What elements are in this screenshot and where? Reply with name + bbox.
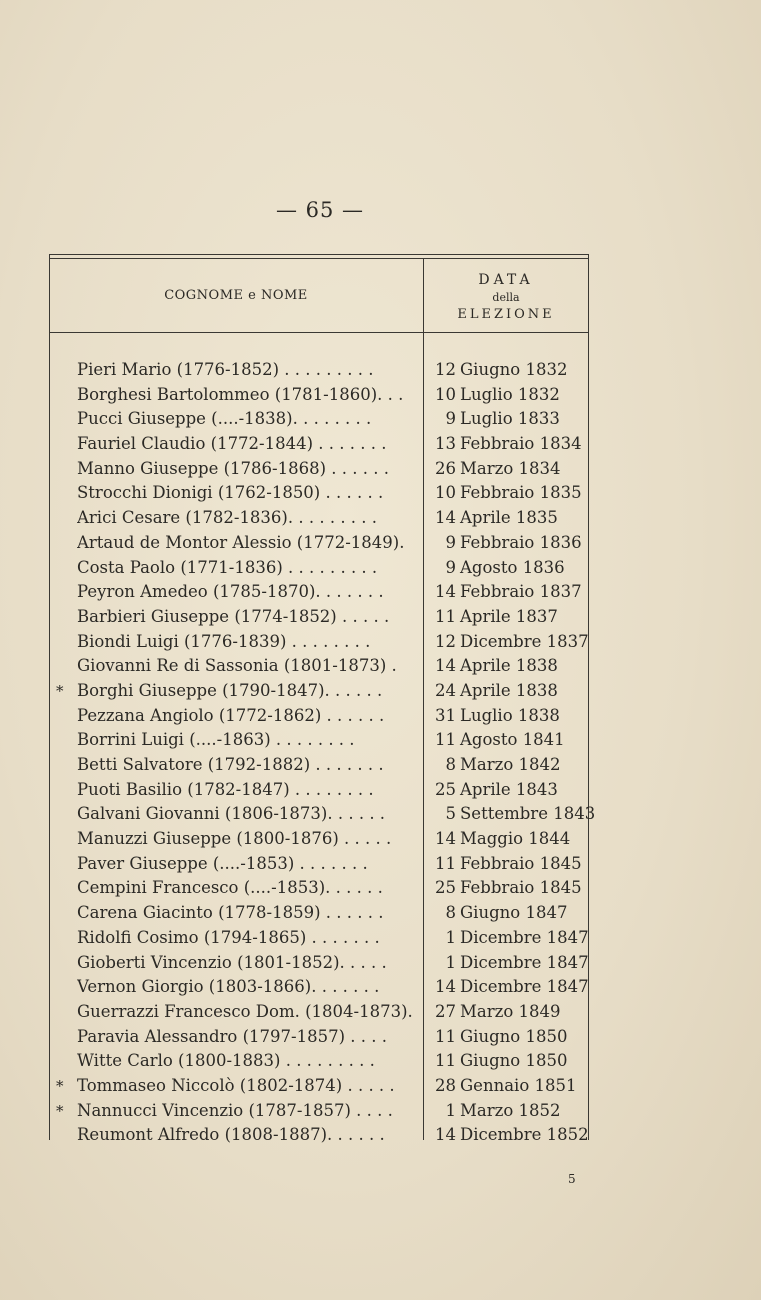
member-name: Pezzana Angiolo (1772-1862) . . . . . . bbox=[77, 705, 385, 725]
table-row bbox=[50, 605, 588, 630]
election-day: 14 bbox=[435, 582, 456, 602]
election-month-year: Febbraio 1845 bbox=[460, 853, 582, 873]
election-day: 1 bbox=[445, 952, 456, 972]
table-row bbox=[50, 951, 588, 976]
table-row bbox=[50, 876, 588, 901]
election-day: 28 bbox=[435, 1075, 456, 1095]
member-name: Pieri Mario (1776-1852) . . . . . . . . . bbox=[77, 360, 374, 379]
table-row bbox=[50, 778, 588, 803]
election-month-year: Dicembre 1847 bbox=[460, 952, 589, 972]
member-name: Tommaseo Niccolò (1802-1874) . . . . . bbox=[77, 1075, 395, 1095]
table-row bbox=[50, 457, 588, 482]
election-month-year: Dicembre 1847 bbox=[460, 977, 589, 997]
member-name: Puoti Basilio (1782-1847) . . . . . . . . bbox=[77, 779, 374, 799]
table-row bbox=[50, 728, 588, 753]
member-name: Ridolfi Cosimo (1794-1865) . . . . . . . bbox=[77, 927, 380, 947]
member-name: Gioberti Vincenzio (1801-1852). . . . . bbox=[77, 952, 387, 972]
election-day: 9 bbox=[445, 532, 456, 552]
election-month-year: Marzo 1852 bbox=[460, 1100, 561, 1120]
table-row bbox=[50, 407, 588, 432]
table-row bbox=[50, 383, 588, 408]
election-month-year: Giugno 1850 bbox=[460, 1026, 568, 1046]
member-name: Guerrazzi Francesco Dom. (1804-1873). bbox=[77, 1001, 413, 1021]
members-table bbox=[49, 254, 596, 1145]
member-name: Vernon Giorgio (1803-1866). . . . . . . bbox=[77, 977, 380, 997]
table-row bbox=[50, 481, 588, 506]
table-row bbox=[50, 1099, 588, 1124]
election-month-year: Maggio 1844 bbox=[460, 829, 571, 849]
election-month-year: Dicembre 1852 bbox=[460, 1125, 589, 1145]
election-day: 10 bbox=[435, 384, 456, 404]
member-name: Biondi Luigi (1776-1839) . . . . . . . . bbox=[77, 631, 371, 651]
election-month-year: Luglio 1832 bbox=[460, 384, 560, 404]
table-row bbox=[50, 580, 588, 605]
election-month-year: Giugno 1847 bbox=[460, 903, 568, 923]
member-name: Witte Carlo (1800-1883) . . . . . . . . . bbox=[77, 1051, 375, 1071]
election-day: 8 bbox=[445, 755, 456, 774]
election-day: 1 bbox=[445, 1100, 456, 1120]
election-day: 11 bbox=[435, 1026, 456, 1046]
election-month-year: Giugno 1850 bbox=[460, 1051, 568, 1071]
election-day: 24 bbox=[435, 680, 456, 700]
table-row bbox=[50, 531, 588, 556]
election-day: 14 bbox=[435, 508, 456, 528]
member-name: Strocchi Dionigi (1762-1850) . . . . . . bbox=[77, 483, 384, 503]
table-row bbox=[50, 926, 588, 951]
member-name: Borghi Giuseppe (1790-1847). . . . . . bbox=[77, 680, 383, 700]
table-row bbox=[50, 358, 588, 383]
election-month-year: Dicembre 1837 bbox=[460, 631, 589, 651]
header-date-line3: ELEZIONE bbox=[457, 307, 555, 322]
election-day: 13 bbox=[435, 434, 456, 454]
table-row bbox=[50, 1074, 588, 1099]
election-month-year: Agosto 1836 bbox=[460, 557, 565, 577]
member-name: Barbieri Giuseppe (1774-1852) . . . . . bbox=[77, 606, 390, 626]
member-name: Paver Giuseppe (....-1853) . . . . . . . bbox=[77, 853, 368, 873]
table-row bbox=[50, 827, 588, 852]
member-name: Carena Giacinto (1778-1859) . . . . . . bbox=[77, 903, 384, 923]
member-name: Fauriel Claudio (1772-1844) . . . . . . . bbox=[77, 434, 387, 454]
row-asterisk-mark: * bbox=[56, 1076, 64, 1095]
table-row bbox=[50, 1049, 588, 1074]
table-row bbox=[50, 753, 588, 778]
table-row bbox=[50, 556, 588, 581]
election-day: 27 bbox=[435, 1001, 456, 1021]
election-day: 9 bbox=[445, 409, 456, 429]
election-month-year: Aprile 1835 bbox=[460, 508, 558, 528]
election-month-year: Dicembre 1847 bbox=[460, 927, 589, 947]
member-name: Reumont Alfredo (1808-1887). . . . . . bbox=[77, 1125, 385, 1145]
election-month-year: Agosto 1841 bbox=[460, 730, 565, 750]
election-day: 14 bbox=[435, 1125, 456, 1145]
row-asterisk-mark: * bbox=[56, 1101, 64, 1120]
election-month-year: Settembre 1843 bbox=[460, 804, 596, 824]
member-name: Artaud de Montor Alessio (1772-1849). bbox=[77, 532, 405, 552]
election-month-year: Febbraio 1845 bbox=[460, 878, 582, 898]
election-day: 1 bbox=[445, 927, 456, 947]
election-day: 5 bbox=[445, 804, 456, 824]
member-name: Galvani Giovanni (1806-1873). . . . . . bbox=[77, 804, 386, 824]
table-row bbox=[50, 506, 588, 531]
member-name: Borrini Luigi (....-1863) . . . . . . . . bbox=[77, 730, 355, 750]
election-day: 14 bbox=[435, 829, 456, 849]
member-name: Pucci Giuseppe (....-1838). . . . . . . . bbox=[77, 409, 372, 429]
election-month-year: Marzo 1834 bbox=[460, 458, 561, 478]
table-row bbox=[50, 901, 588, 926]
table-row bbox=[50, 852, 588, 877]
election-month-year: Marzo 1849 bbox=[460, 1001, 561, 1021]
election-day: 9 bbox=[445, 557, 456, 577]
election-day: 12 bbox=[435, 360, 456, 379]
page-number: — 65 — bbox=[275, 198, 365, 222]
table-row bbox=[50, 654, 588, 679]
member-name: Manno Giuseppe (1786-1868) . . . . . . bbox=[77, 458, 389, 478]
election-month-year: Aprile 1837 bbox=[460, 606, 558, 626]
election-month-year: Aprile 1843 bbox=[460, 779, 558, 799]
election-month-year: Aprile 1838 bbox=[460, 680, 558, 700]
table-row bbox=[50, 975, 588, 1000]
election-day: 14 bbox=[435, 977, 456, 997]
member-name: Peyron Amedeo (1785-1870). . . . . . . bbox=[77, 582, 384, 602]
election-month-year: Febbraio 1837 bbox=[460, 582, 582, 602]
table-row bbox=[50, 630, 588, 655]
header-date-line1: DATA bbox=[478, 272, 534, 288]
member-name: Cempini Francesco (....-1853). . . . . . bbox=[77, 878, 383, 898]
member-name: Nannucci Vincenzio (1787-1857) . . . . bbox=[77, 1100, 393, 1120]
member-name: Betti Salvatore (1792-1882) . . . . . . . bbox=[77, 755, 384, 774]
election-day: 11 bbox=[435, 730, 456, 750]
table-row bbox=[50, 1123, 588, 1148]
member-name: Arici Cesare (1782-1836). . . . . . . . . bbox=[77, 508, 378, 528]
table-row bbox=[50, 802, 596, 827]
header-name-column: COGNOME e NOME bbox=[164, 288, 308, 303]
header-date-column bbox=[424, 272, 588, 323]
table-row bbox=[50, 679, 588, 704]
table-body bbox=[50, 358, 596, 1148]
table-row bbox=[50, 1000, 588, 1025]
member-name: Costa Paolo (1771-1836) . . . . . . . . . bbox=[77, 557, 378, 577]
election-day: 11 bbox=[435, 1051, 456, 1071]
member-name: Giovanni Re di Sassonia (1801-1873) . bbox=[77, 656, 397, 676]
election-month-year: Febbraio 1834 bbox=[460, 434, 582, 454]
table-row bbox=[50, 704, 588, 729]
election-month-year: Marzo 1842 bbox=[460, 755, 561, 774]
table-row bbox=[50, 1025, 588, 1050]
election-month-year: Gennaio 1851 bbox=[460, 1075, 577, 1095]
member-name: Borghesi Bartolommeo (1781-1860). . . bbox=[77, 384, 404, 404]
election-month-year: Giugno 1832 bbox=[460, 360, 568, 379]
election-day: 8 bbox=[445, 903, 456, 923]
election-month-year: Febbraio 1835 bbox=[460, 483, 582, 503]
election-month-year: Febbraio 1836 bbox=[460, 532, 582, 552]
election-month-year: Aprile 1838 bbox=[460, 656, 558, 676]
election-day: 25 bbox=[435, 779, 456, 799]
election-day: 11 bbox=[435, 606, 456, 626]
header-date-line2: della bbox=[492, 291, 520, 304]
election-day: 14 bbox=[435, 656, 456, 676]
table-row bbox=[50, 432, 588, 457]
election-month-year: Luglio 1833 bbox=[460, 409, 560, 429]
election-day: 12 bbox=[435, 631, 456, 651]
table-header bbox=[50, 258, 588, 333]
row-asterisk-mark: * bbox=[56, 681, 64, 700]
election-day: 11 bbox=[435, 853, 456, 873]
election-day: 25 bbox=[435, 878, 456, 898]
election-day: 10 bbox=[435, 483, 456, 503]
election-day: 26 bbox=[435, 458, 456, 478]
election-month-year: Luglio 1838 bbox=[460, 705, 560, 725]
member-name: Manuzzi Giuseppe (1800-1876) . . . . . bbox=[77, 829, 392, 849]
signature-mark: 5 bbox=[568, 1172, 576, 1186]
election-day: 31 bbox=[435, 705, 456, 725]
member-name: Paravia Alessandro (1797-1857) . . . . bbox=[77, 1026, 387, 1046]
